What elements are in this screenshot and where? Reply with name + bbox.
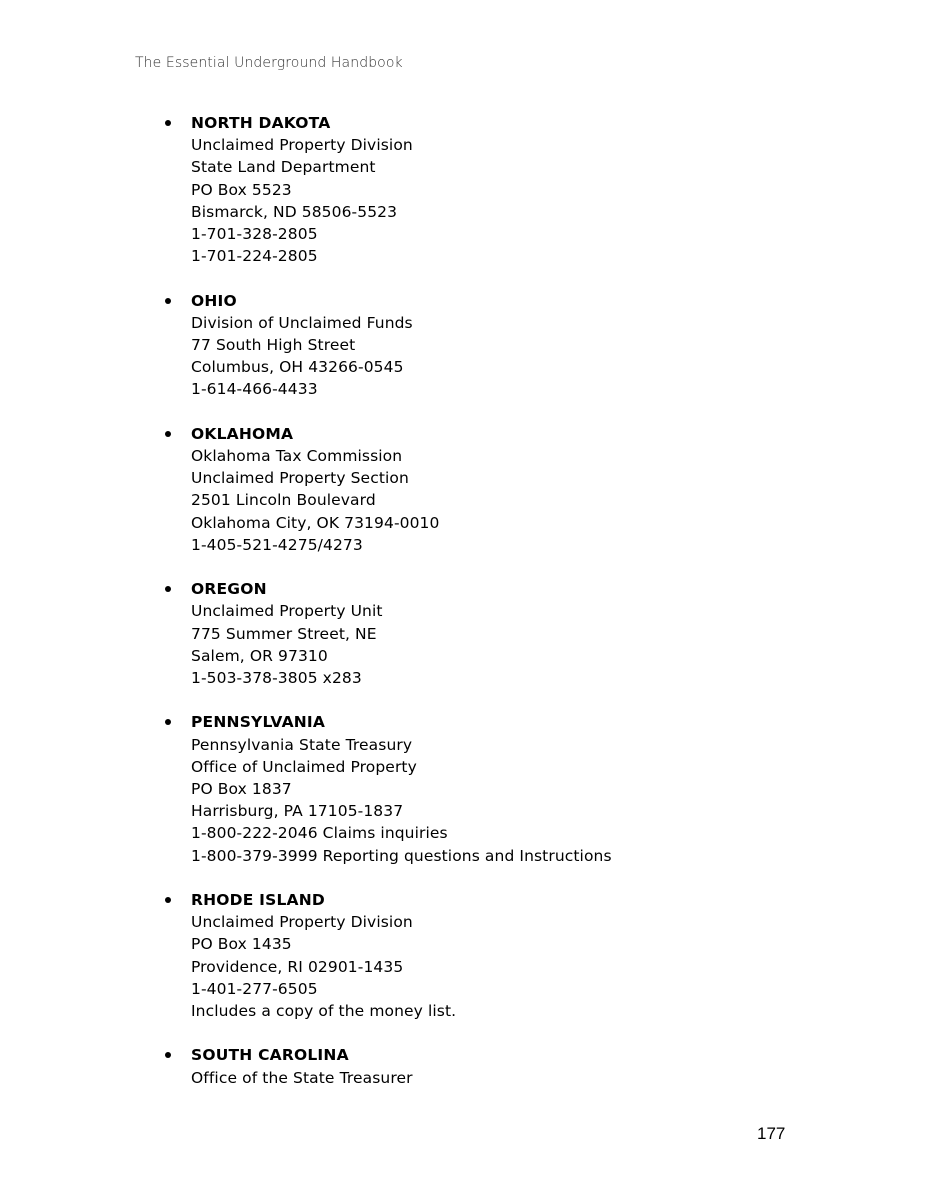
address-line: 77 South High Street	[191, 336, 356, 355]
address-line: Oklahoma City, OK 73194-0010	[191, 513, 440, 532]
phone-line: 1-405-521-4275/4273	[191, 535, 363, 554]
address-line: PO Box 1837	[191, 780, 292, 799]
address-line: Unclaimed Property Section	[191, 469, 409, 488]
list-item	[164, 423, 884, 556]
address-line: PO Box 1435	[191, 935, 292, 954]
state-name: OHIO	[191, 291, 237, 310]
address-line: Oklahoma Tax Commission	[191, 447, 403, 466]
state-name: NORTH DAKOTA	[191, 114, 331, 132]
address-line: 2501 Lincoln Boulevard	[191, 491, 376, 510]
phone-line: 1-401-277-6505	[191, 979, 318, 998]
address-line: Pennsylvania State Treasury	[191, 735, 413, 754]
address-line: 775 Summer Street, NE	[191, 624, 377, 643]
address-line: Columbus, OH 43266-0545	[191, 358, 404, 377]
phone-line: 1-800-222-2046 Claims inquiries	[191, 824, 448, 843]
address-line: Unclaimed Property Unit	[191, 602, 383, 621]
state-name: OREGON	[191, 580, 267, 599]
phone-line: 1-701-328-2805	[191, 225, 318, 244]
address-line: Salem, OR 97310	[191, 646, 328, 665]
address-line: Harrisburg, PA 17105-1837	[191, 802, 404, 821]
phone-line: 1-800-379-3999 Reporting questions and Instructions	[191, 846, 612, 865]
address-line: Unclaimed Property Division	[191, 136, 413, 155]
address-line: Office of Unclaimed Property	[191, 757, 417, 776]
note-line: Includes a copy of the money list.	[191, 1002, 457, 1021]
address-line: State Land Department	[191, 158, 376, 177]
list-item	[164, 1044, 884, 1088]
phone-line: 1-503-378-3805 x283	[191, 669, 362, 688]
state-name: RHODE ISLAND	[191, 891, 325, 910]
state-directory-list	[164, 112, 884, 1111]
state-name: PENNSYLVANIA	[191, 713, 326, 732]
phone-line: 1-701-224-2805	[191, 247, 318, 266]
state-name: OKLAHOMA	[191, 424, 294, 443]
address-line: Division of Unclaimed Funds	[191, 313, 413, 332]
address-line: Providence, RI 02901-1435	[191, 957, 404, 976]
list-item	[164, 112, 884, 267]
address-line: PO Box 5523	[191, 180, 292, 199]
list-item	[164, 889, 884, 1022]
page-number: 177	[757, 1124, 786, 1143]
state-name: SOUTH CAROLINA	[191, 1046, 349, 1065]
list-item	[164, 578, 884, 689]
address-line: Unclaimed Property Division	[191, 913, 413, 932]
phone-line: 1-614-466-4433	[191, 380, 318, 399]
list-item	[164, 711, 884, 866]
list-item	[164, 290, 884, 401]
address-line: Office of the State Treasurer	[191, 1068, 413, 1087]
running-header: The Essential Underground Handbook	[135, 55, 403, 71]
address-line: Bismarck, ND 58506-5523	[191, 202, 398, 221]
